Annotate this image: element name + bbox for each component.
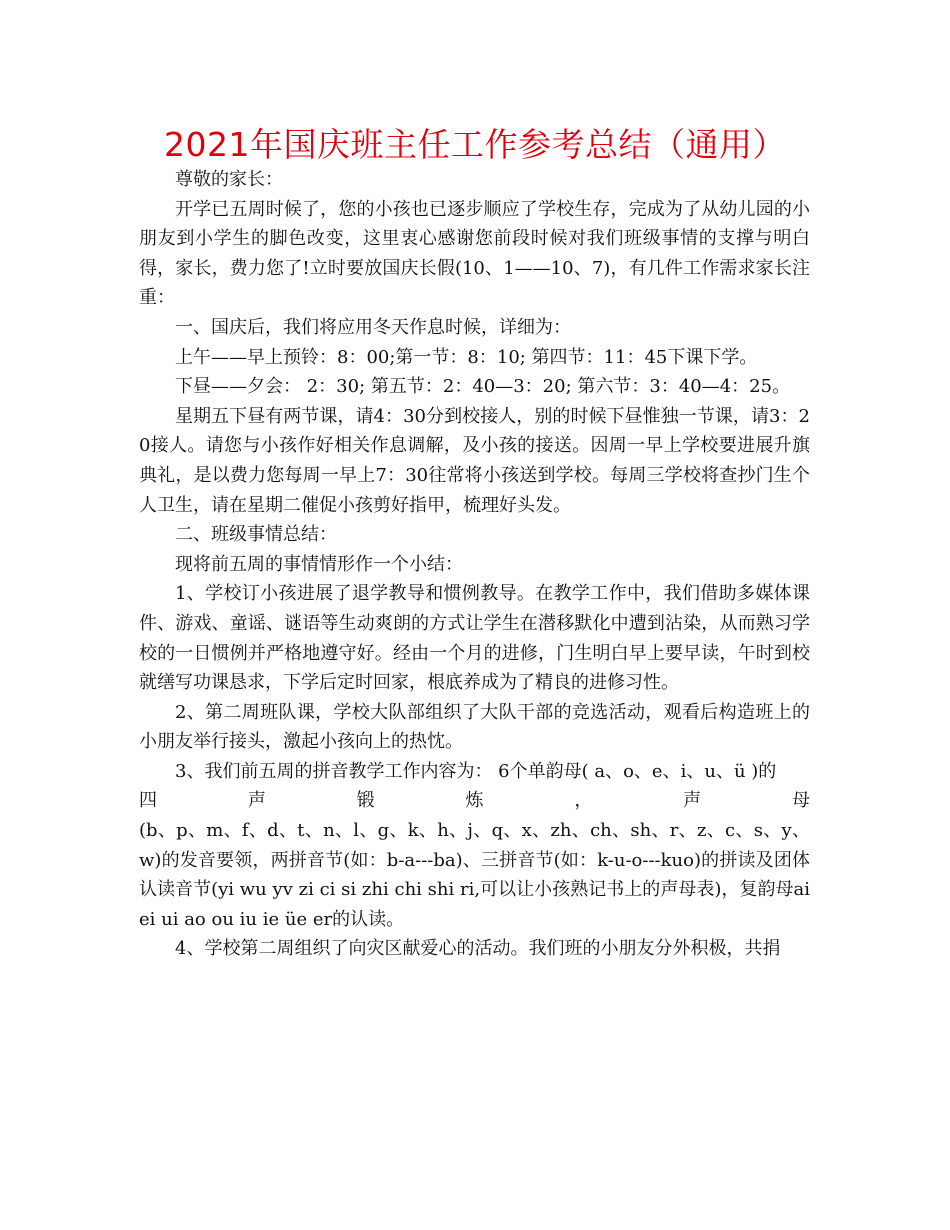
spread-char: 母 bbox=[791, 790, 810, 812]
document-title: 2021年国庆班主任工作参考总结（通用） bbox=[164, 125, 786, 164]
spread-char: 四 bbox=[139, 790, 157, 812]
spread-char: 炼 bbox=[465, 790, 484, 812]
summary-intro: 现将前五周的事情情形作一个小结： bbox=[175, 553, 463, 575]
section-heading-schedule: 一、国庆后，我们将应用冬天作息时候，详细为： bbox=[175, 316, 571, 338]
summary-item-1: 1、学校订小孩进展了退学教导和惯例教导。在教学工作中，我们借助多媒体课件、游戏、童谣、谜语等生动爽朗的方式让学生在潜移默化中遭到沾染，从而熟习学校的一日惯例并严格地遵守好。经由一个月的进修，门生明白早上要早读，午时到校就缮写功课恳求，下学后定时回家，根底养成为了精良的进修习性。 bbox=[139, 583, 810, 694]
spread-char: 锻 bbox=[356, 790, 375, 812]
spread-char: 声 bbox=[683, 790, 702, 812]
paragraph-intro: 开学已五周时候了，您的小孩也已逐步顺应了学校生存，完成为了从幼儿园的小朋友到小学生的脚色改变，这里衷心感谢您前段时候对我们班级事情的支撑与明白得，家长，费力您了!立时要放国庆长假(10、1——10、7)，有几件工作需求家长注重： bbox=[139, 198, 810, 309]
schedule-afternoon: 下昼——夕会： 2：30; 第五节：2：40—3：20; 第六节：3：40—4：25。 bbox=[175, 376, 791, 398]
section-heading-summary: 二、班级事情总结： bbox=[175, 524, 337, 546]
spread-char: 声 bbox=[247, 790, 266, 812]
summary-item-2: 2、第二周班队课，学校大队部组织了大队干部的竞选活动，观看后构造班上的小朋友举行接头，激起小孩向上的热忱。 bbox=[139, 701, 810, 753]
summary-item-4: 4、学校第二周组织了向灾区献爱心的活动。我们班的小朋友分外积极，共捐 bbox=[175, 938, 781, 960]
schedule-morning: 上午——早上预铃：8：00;第一节：8：10; 第四节：11：45下课下学。 bbox=[175, 346, 758, 368]
salutation: 尊敬的家长： bbox=[175, 169, 283, 190]
summary-item-3-continued: (b、p、m、f、d、t、n、l、g、k、h、j、q、x、zh、ch、sh、r、z、c、s、y、w)的发音要领，两拼音节(如：b-a---ba)、三拼音节(如：k-u-o---kuo)的拼读及团体认读音节(yi wu yv zi ci si zhi chi shi ri,可以让小孩熟记书上的声母表)，复韵母ai ei ui ao ou iu ie üe er的认读。 bbox=[139, 820, 810, 930]
paragraph-pickup: 星期五下昼有两节课，请4：30分到校接人，别的时候下昼惟独一节课，请3：20接人。请您与小孩作好相关作息调解，及小孩的接送。因周一早上学校要进展升旗典礼，是以费力您每周一早上7：30往常将小孩送到学校。每周三学校将查抄门生个人卫生，请在星期二催促小孩剪好指甲，梳理好头发。 bbox=[139, 405, 810, 516]
spread-line bbox=[139, 786, 810, 816]
summary-item-3: 3、我们前五周的拼音教学工作内容为： 6个单韵母( a、o、e、i、u、ü )的 bbox=[175, 760, 777, 782]
spread-char: ， bbox=[574, 790, 593, 812]
document-body bbox=[139, 165, 810, 964]
